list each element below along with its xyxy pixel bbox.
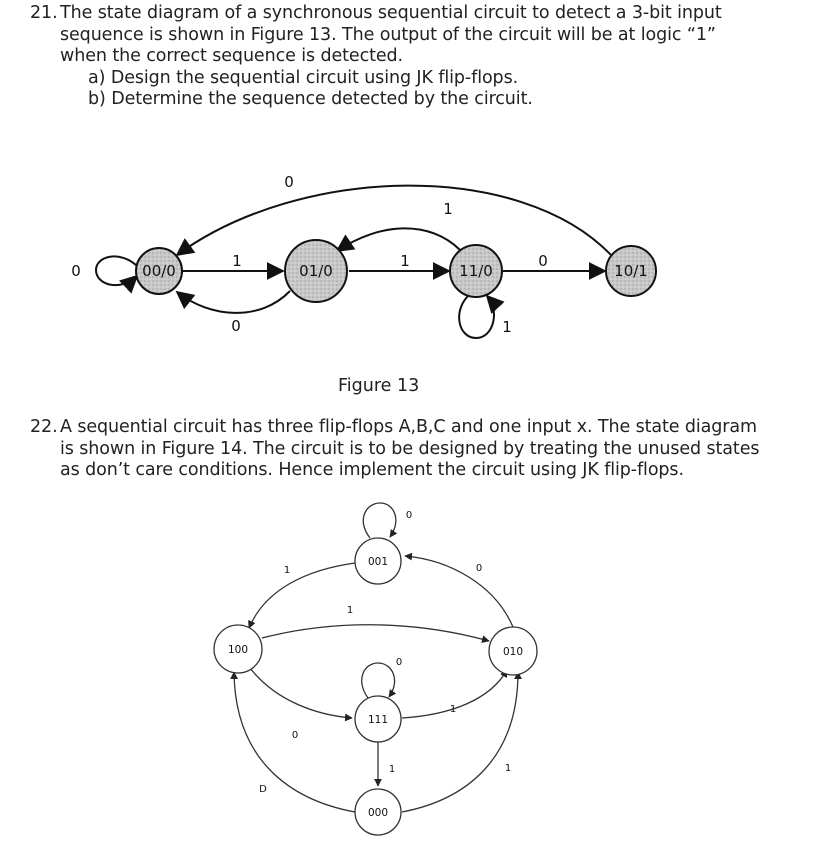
- label-100-010: 1: [346, 605, 354, 616]
- label-01-00: 0: [231, 317, 241, 335]
- edge-100-111: [250, 668, 352, 718]
- edge-01-00: [177, 291, 290, 313]
- label-000-010: 1: [504, 763, 512, 774]
- label-11-10: 0: [538, 252, 548, 270]
- edge-000-100: [234, 672, 355, 812]
- label-010-001: 0: [475, 563, 483, 574]
- question-22-line-3: as don’t care conditions. Hence implement the circuit using JK flip-flops.: [60, 460, 684, 480]
- figure-13-caption: Figure 13: [338, 376, 420, 396]
- edge-self-00: [96, 256, 137, 285]
- state-000-label: 000: [367, 807, 389, 819]
- edge-self-11: [459, 294, 494, 338]
- label-11-01: 1: [443, 200, 453, 218]
- question-21-line-3: when the correct sequence is detected.: [60, 46, 404, 66]
- edge-11-01: [337, 228, 460, 251]
- label-000-100: D: [259, 784, 267, 795]
- question-21-part-a: a) Design the sequential circuit using JK flip-flops.: [88, 67, 519, 88]
- question-21-part-b: b) Determine the sequence detected by the circuit.: [88, 89, 533, 109]
- edge-self-111: [362, 663, 395, 698]
- state-10-label: 10/1: [614, 262, 648, 280]
- question-22-line-2: is shown in Figure 14. The circuit is to be designed by treating the unused states: [60, 438, 760, 459]
- edge-100-010: [262, 625, 489, 641]
- question-21-line-2: sequence is shown in Figure 13. The output of the circuit will be at logic “1”: [60, 24, 716, 45]
- label-self-00: 0: [71, 262, 81, 280]
- question-21-number: 21.: [30, 3, 58, 23]
- state-111-label: 111: [367, 714, 389, 726]
- label-01-11: 1: [400, 252, 410, 270]
- label-self-11: 1: [502, 318, 512, 336]
- label-00-01: 1: [232, 252, 242, 270]
- question-22: [30, 417, 820, 482]
- label-111-000: 1: [388, 764, 396, 775]
- state-001-label: 001: [367, 556, 389, 568]
- edge-000-010: [402, 672, 518, 812]
- label-self-001: 0: [405, 510, 413, 521]
- label-111-010: 1: [449, 704, 457, 715]
- question-22-line-1: A sequential circuit has three flip-flops A,B,C and one input x. The state diagram: [60, 417, 757, 437]
- edge-010-001: [405, 556, 513, 627]
- question-22-number: 22.: [30, 417, 58, 437]
- figure-14: [214, 503, 537, 835]
- label-10-00: 0: [284, 173, 294, 191]
- edge-self-001: [363, 503, 396, 538]
- state-00-label: 00/0: [142, 262, 176, 280]
- label-self-111: 0: [395, 657, 403, 668]
- edge-001-100: [249, 563, 355, 628]
- state-01-label: 01/0: [299, 262, 333, 280]
- figure-13: [71, 173, 656, 338]
- state-010-label: 010: [502, 646, 524, 658]
- state-100-label: 100: [227, 644, 249, 656]
- label-100-111: 0: [291, 730, 299, 741]
- question-21-line-1: The state diagram of a synchronous sequential circuit to detect a 3-bit input: [60, 3, 722, 23]
- label-001-100: 1: [283, 565, 291, 576]
- edge-10-00: [177, 186, 611, 255]
- state-11-label: 11/0: [459, 262, 493, 280]
